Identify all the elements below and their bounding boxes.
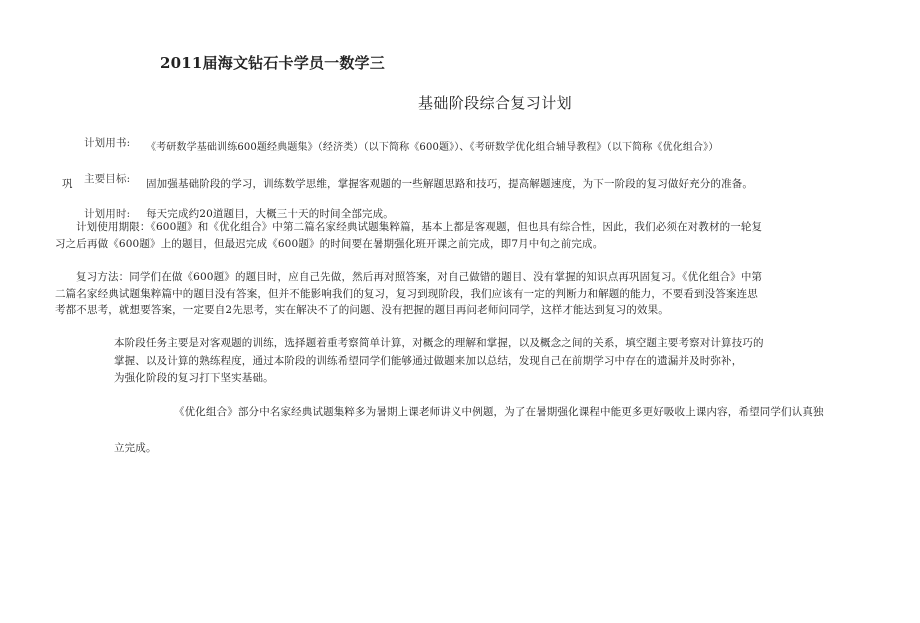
method-line-1: 复习方法：同学们在做《600题》的题目时，应自己先做，然后再对照答案，对自己做错的题目、没有掌握的知识点再巩固复习。《优化组合》中第: [76, 271, 763, 283]
goal-lead-char: 巩: [62, 178, 73, 190]
task-paragraph: [114, 335, 764, 388]
task-line-3: 为强化阶段的复习打下坚实基础。: [114, 372, 274, 384]
method-line-2: 二篇名家经典试题集粹篇中的题目没有答案，但并不能影响我们的复习，复习到现阶段，我们应该有一定的判断力和解题的能力，不要看到没答案连思: [55, 287, 758, 300]
time-label: 计划用时:: [84, 208, 131, 220]
period-line-2: 习之后再做《600题》上的题目，但最迟完成《600题》的时间要在暑期强化班开课之前完成，即7月中旬之前完成。: [55, 237, 604, 250]
document-title: 2011届海文钻石卡学员一数学三: [160, 54, 385, 72]
method-paragraph: [55, 269, 762, 319]
document-subtitle: 基础阶段综合复习计划: [418, 94, 573, 112]
goal-label: 主要目标:: [84, 173, 131, 185]
books-label: 计划用书:: [84, 137, 131, 149]
note-line-1: 《优化组合》部分中名家经典试题集粹多为暑期上课老师讲义中例题，为了在暑期强化课程中能更多更好吸收上课内容，希望同学们认真独: [174, 406, 824, 418]
method-line-3: 考都不思考，就想要答案，一定要自2先思考，实在解决不了的问题、没有把握的题目再问老师问同学，这样才能达到复习的效果。: [55, 304, 669, 316]
note-line-2: 立完成。: [114, 442, 157, 454]
time-text: 每天完成约20道题目，大概三十天的时间全部完成。: [146, 208, 394, 220]
books-text: 《考研数学基础训练600题经典题集》（经济类）（以下简称《600题》）、《考研数学优化组合辅导教程》（以下简称《优化组合》）: [146, 142, 719, 153]
period-line-1: 计划使用期限：《600题》和《优化组合》中第二篇名家经典试题集粹篇，基本上都是客观题，但也具有综合性，因此，我们必须在对教材的一轮复: [76, 221, 763, 233]
goal-text: 固加强基础阶段的学习，训练数学思维，掌握客观题的一些解题思路和技巧，提高解题速度，为下一阶段的复习做好充分的准备。: [146, 178, 754, 190]
task-line-1: 本阶段任务主要是对客观题的训练，选择题着重考察简单计算，对概念的理解和掌握，以及概念之间的关系，填空题主要考察对计算技巧的: [114, 337, 764, 349]
task-line-2: 掌握、以及计算的熟练程度，通过本阶段的训练希望同学们能够通过做题来加以总结，发现自己在前期学习中存在的遗漏并及时弥补，: [114, 354, 743, 367]
period-paragraph: [55, 219, 762, 252]
